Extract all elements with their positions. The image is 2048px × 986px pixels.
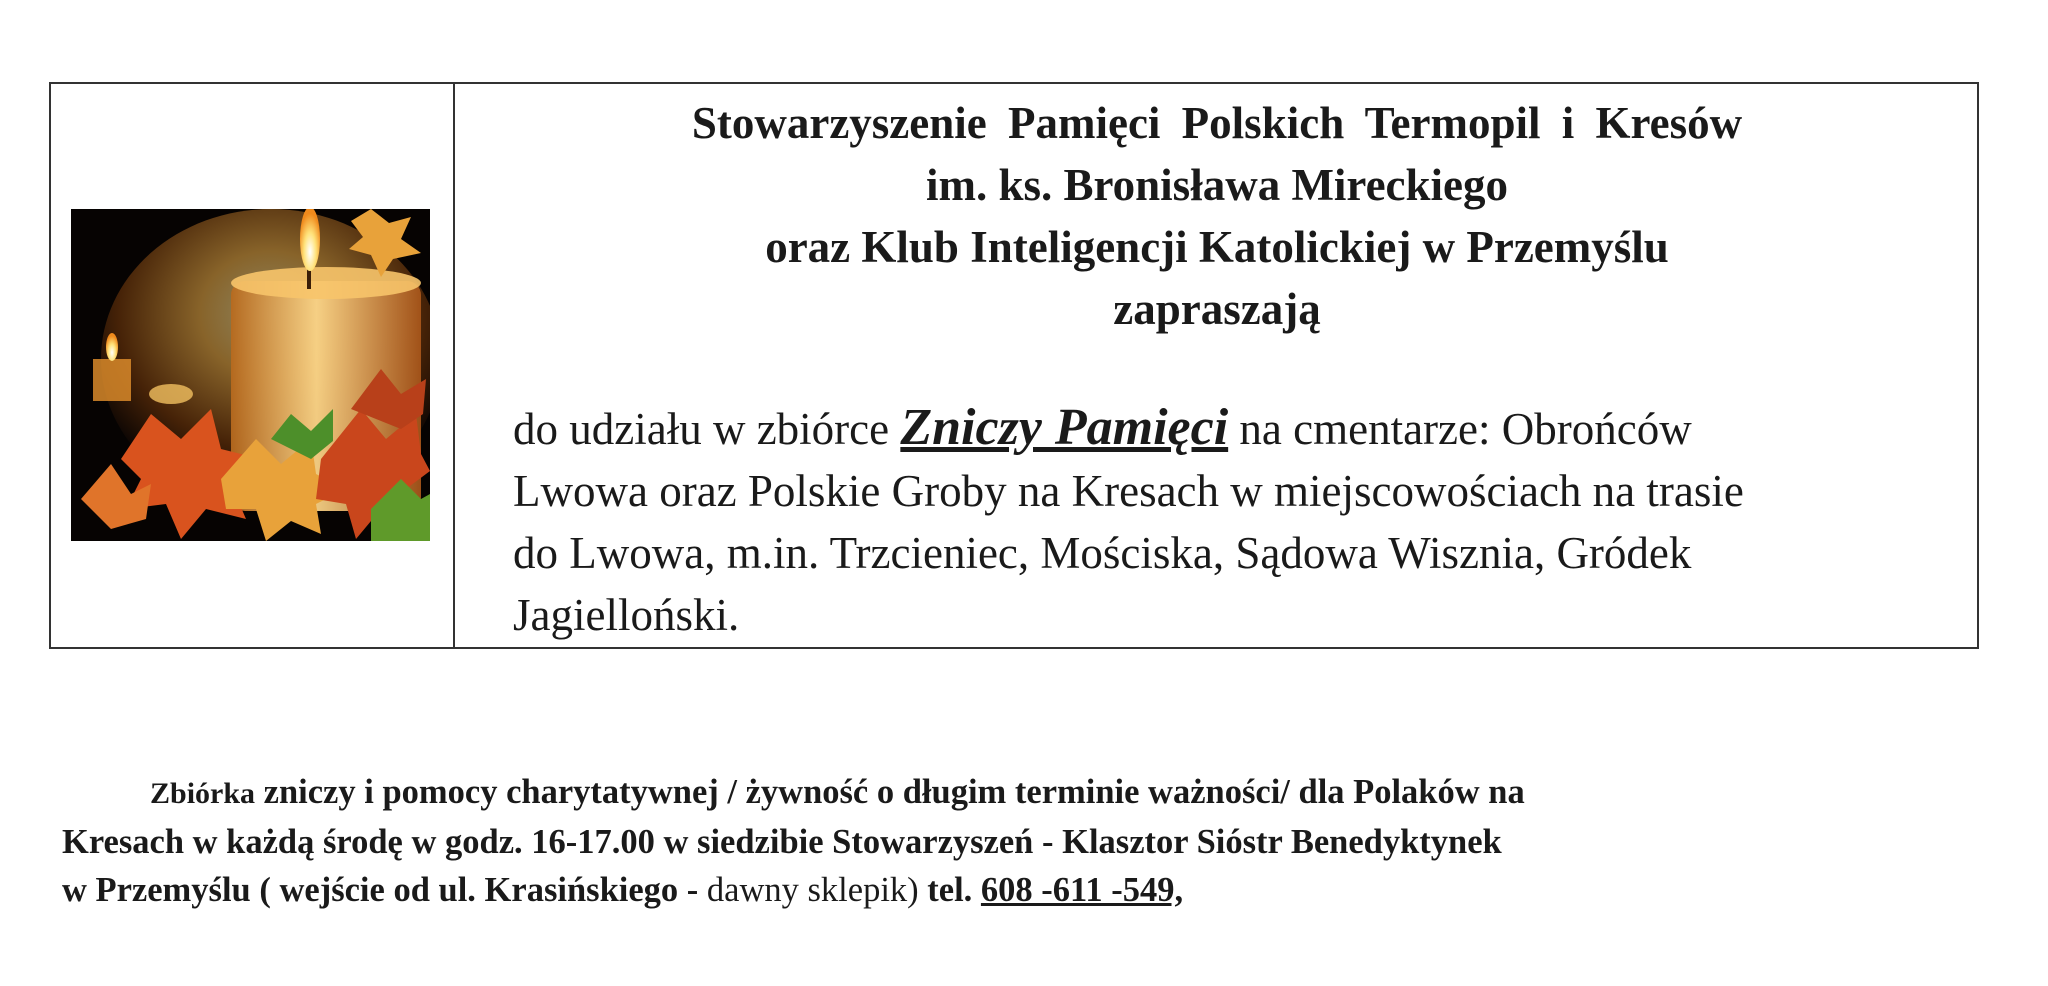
body-line-1: do udziału w zbiórce Zniczy Pamięci na cmentarze: Obrońców [513, 399, 1692, 456]
partner-club: oraz Klub Inteligencji Katolickiej w Przemyślu [765, 222, 1669, 272]
candle-icon [71, 209, 430, 541]
candle-photo [71, 209, 430, 541]
body-line-3: do Lwowa, m.in. Trzcieniec, Mościska, Sądowa Wisznia, Gródek [513, 528, 1692, 578]
invitation-body [513, 397, 1973, 646]
organization-name: Stowarzyszenie Pamięci Polskich Termopil i Kresów [691, 98, 1743, 148]
collection-info [62, 768, 1992, 914]
footer-line-3: w Przemyślu ( wejście od ul. Krasińskiego - dawny sklepik) tel. 608 -611 -549, [62, 871, 1184, 909]
phone-number: 608 -611 -549, [980, 871, 1184, 909]
organization-patron: im. ks. Bronisława Mireckiego [925, 160, 1509, 210]
body-line-2: Lwowa oraz Polskie Groby na Kresach w miejscowościach na trasie [513, 466, 1744, 516]
body-line-4: Jagielloński. [513, 590, 740, 640]
footer-line-2: Kresach w każdą środę w godz. 16-17.00 w siedzibie Stowarzyszeń - Klasztor Sióstr Benedyktynek [62, 823, 1502, 861]
event-name: Zniczy Pamięci [900, 399, 1229, 456]
invitation-header [455, 92, 1979, 340]
footer-line-1: Zbiórka zniczy i pomocy charytatywnej / żywność o długim terminie ważności/ dla Polaków na [150, 773, 1525, 811]
invite-verb: zapraszają [1113, 284, 1321, 334]
invitation-table [49, 82, 1979, 649]
